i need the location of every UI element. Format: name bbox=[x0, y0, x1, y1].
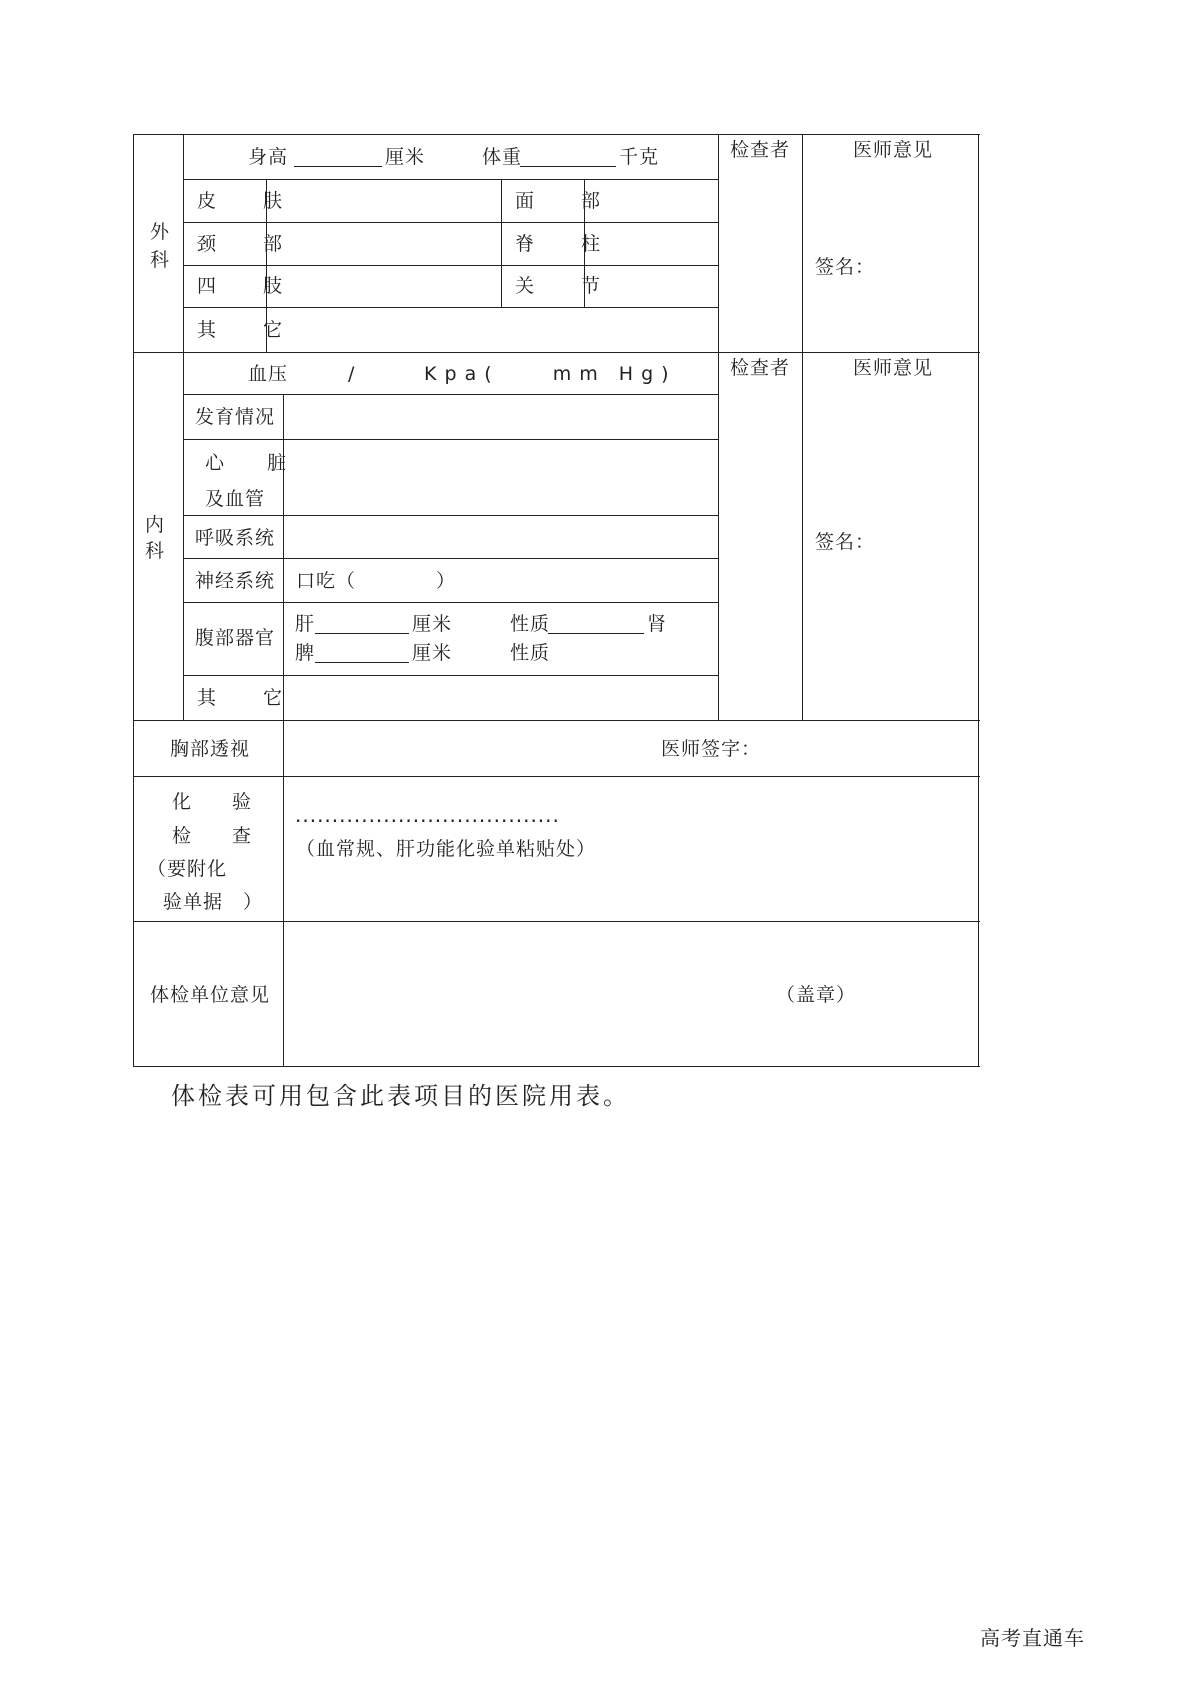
limbs-label: 四 肢 bbox=[197, 275, 297, 297]
lab-note: （血常规、肝功能化验单粘贴处） bbox=[296, 838, 597, 860]
chest-label: 胸部透视 bbox=[170, 738, 251, 760]
lab-label-line3: （要附化 bbox=[147, 858, 228, 880]
spleen-blank[interactable] bbox=[315, 662, 409, 663]
nervous-label: 神经系统 bbox=[195, 570, 276, 592]
liver-nature-blank[interactable] bbox=[548, 633, 644, 634]
spine-label: 脊 柱 bbox=[515, 233, 615, 255]
internal-doctor-opinion-label: 医师意见 bbox=[853, 357, 934, 379]
kidney-label: 肾 bbox=[647, 613, 668, 635]
weight-label: 体重 bbox=[482, 146, 523, 168]
blood-pressure-slash: / bbox=[348, 363, 356, 385]
footnote-text: 体检表可用包含此表项目的医院用表。 bbox=[171, 1082, 630, 1110]
heart-label-line2: 及血管 bbox=[205, 488, 266, 510]
development-label: 发育情况 bbox=[195, 406, 276, 428]
spleen-label: 脾 bbox=[295, 642, 316, 664]
surgery-examiner-label: 检查者 bbox=[730, 139, 791, 161]
watermark-text: 高考直通车 bbox=[980, 1626, 1085, 1650]
internal-signature-label: 签名： bbox=[815, 531, 876, 553]
internal-examiner-label: 检查者 bbox=[730, 357, 791, 379]
lab-label-line1: 化 验 bbox=[172, 791, 253, 813]
height-label: 身高 bbox=[248, 146, 289, 168]
liver-blank[interactable] bbox=[315, 633, 409, 634]
heart-label-line1: 心 脏 bbox=[205, 452, 299, 474]
height-blank[interactable] bbox=[294, 166, 382, 167]
spleen-nature-label: 性质 bbox=[510, 642, 551, 664]
lab-label-line2: 检 查 bbox=[172, 825, 253, 847]
lab-dotted-line: .................................... bbox=[295, 803, 560, 827]
internal-other-label: 其 它 bbox=[197, 687, 297, 709]
surgery-section-label: 外 科 bbox=[150, 221, 171, 271]
skin-label: 皮 肤 bbox=[197, 190, 297, 212]
unit-opinion-label: 体检单位意见 bbox=[150, 984, 271, 1006]
lab-label-line4: 验单据 ） bbox=[163, 891, 264, 913]
internal-section-label: 内 科 bbox=[145, 514, 166, 562]
weight-unit: 千克 bbox=[619, 146, 660, 168]
liver-label: 肝 bbox=[295, 613, 316, 635]
face-label: 面 部 bbox=[515, 190, 615, 212]
blood-pressure-unit: K p a ( m m H g ) bbox=[424, 363, 670, 385]
abdomen-label: 腹部器官 bbox=[195, 627, 276, 649]
surgery-doctor-opinion-label: 医师意见 bbox=[853, 139, 934, 161]
height-unit: 厘米 bbox=[385, 146, 426, 168]
liver-nature-label: 性质 bbox=[510, 613, 551, 635]
blood-pressure-label: 血压 bbox=[248, 363, 289, 385]
neck-label: 颈 部 bbox=[197, 233, 297, 255]
weight-blank[interactable] bbox=[520, 166, 616, 167]
joints-label: 关 节 bbox=[515, 275, 615, 297]
stamp-label: （盖章） bbox=[776, 984, 857, 1006]
surgery-signature-label: 签名： bbox=[815, 256, 876, 278]
surgery-other-label: 其 它 bbox=[197, 319, 297, 341]
stutter-field[interactable]: 口吃（ ） bbox=[296, 570, 457, 592]
respiratory-label: 呼吸系统 bbox=[195, 527, 276, 549]
spleen-unit: 厘米 bbox=[412, 642, 453, 664]
liver-unit: 厘米 bbox=[412, 613, 453, 635]
chest-doctor-sign-label: 医师签字： bbox=[661, 738, 762, 760]
